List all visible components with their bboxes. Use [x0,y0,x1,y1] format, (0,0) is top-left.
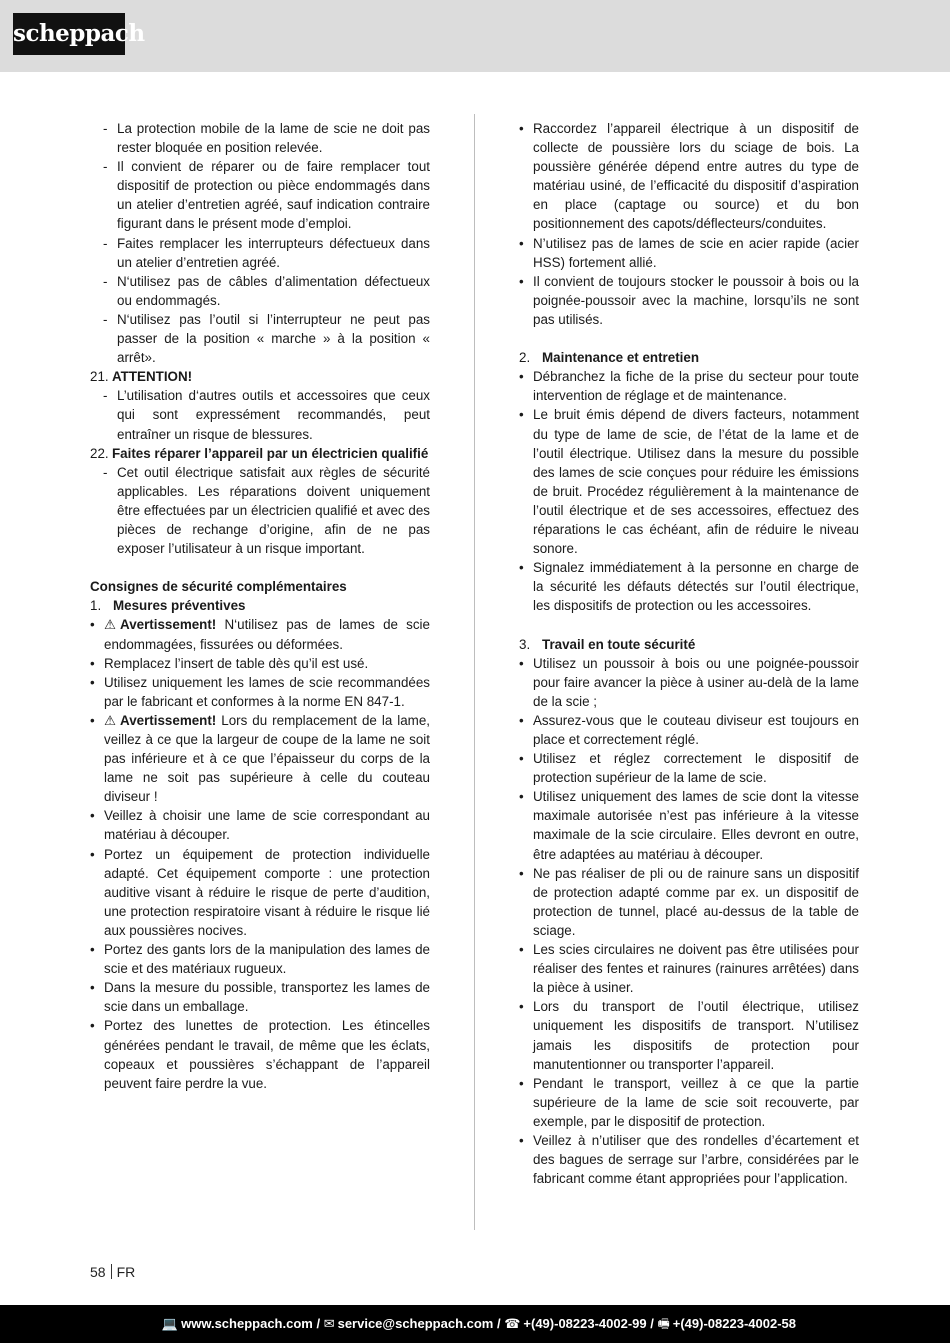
website-link[interactable]: www.scheppach.com / [181,1316,321,1331]
list-item: • Pendant le transport, veillez à ce que la partie supérieure de la lame de scie soit recouverte, par exemple, par le dispositif de protection. [519,1075,859,1129]
scheppach-logo: scheppach [13,13,125,55]
list-item: • ⚠ Avertissement! Lors du remplacement de la lame, veillez à ce que la largeur de coupe de la lame ne soit pas inférieure et à ce que l’épaisseur du corps de la lame ne soit pas supérieure à celle du couteau diviseur ! [90,712,430,805]
list-item: • Lors du transport de l’outil électrique, utilisez uniquement les dispositifs de transport. N’utilisez jamais les dispositifs de protection pour manutentionner ou transporter l’appareil. [519,999,859,1072]
computer-icon: 💻 [161,1316,179,1331]
right-column [519,119,859,1188]
warning-icon: ⚠ [104,712,117,728]
list-item: • Veillez à choisir une lame de scie correspondant au matériau à découper. [90,808,430,843]
subsection-heading-3: 3. Travail en toute sécurité [519,636,696,652]
column-divider [474,114,475,1230]
list-item: • ⚠ Avertissement! N‘utilisez pas de lames de scie endommagées, fissurées ou déformées. [90,617,430,652]
fax-number: +(49)-08223-4002-58 [672,1316,796,1331]
numbered-heading-21: 21. ATTENTION! [90,369,193,385]
list-item: • Veillez à n’utiliser que des rondelles d’écartement et des bagues de serrage sur l’arbre, considérées par le fabricant comme étant appropriées pour l’application. [519,1132,859,1187]
subsection-heading-1: 1. Mesures préventives [90,598,246,614]
list-item: - N‘utilisez pas l’outil si l’interrupteur ne peut pas passer de la position « marche » à la position « arrêt». [103,311,430,366]
phone-number: +(49)-08223-4002-99 / [523,1316,654,1331]
list-item: • Portez des gants lors de la manipulation des lames de scie et des matériaux rugueux. [90,942,430,977]
list-item: • Assurez-vous que le couteau diviseur est toujours en place et correctement réglé. [519,712,859,747]
page-footer [90,1264,135,1280]
list-item: - N‘utilisez pas de câbles d’alimentation défectueux ou endommagés. [103,273,430,308]
subsection-heading-2: 2. Maintenance et entretien [519,350,700,366]
warning-icon: ⚠ [104,617,117,633]
list-item: • Les scies circulaires ne doivent pas être utilisées pour réaliser des fentes et rainures (rainures arrêtées) dans la pièce à usiner. [519,942,859,996]
language-code: FR [116,1264,136,1280]
list-item: • Remplacez l’insert de table dès qu’il est usé. [90,655,369,671]
list-item: • N’utilisez pas de lames de scie en acier rapide (acier HSS) fortement allié. [519,235,859,270]
list-item: • Le bruit émis dépend de divers facteurs, notamment du type de lame de scie, de l’état de la lame et de l’outil électrique. Utilisez dans la mesure du possible des lames de scie conçues pour réduire les émissions de bruit. Procédez régulièrement à la maintenance de l’outil électrique et de ses accessoires, effectuez des réparations le cas échéant, afin de réduire le niveau sonore. [519,407,859,557]
list-item: • Utilisez un poussoir à bois ou une poignée-poussoir pour faire avancer la pièce à usiner au-delà de la lame de la scie ; [519,655,859,709]
left-column [90,119,430,1093]
email-link[interactable]: service@scheppach.com / [337,1316,501,1331]
mail-icon: ✉ [323,1316,335,1331]
list-item: - Il convient de réparer ou de faire remplacer tout dispositif de protection ou pièce endommagés dans un atelier d’entretien agréé, sauf indication contraire figurant dans le présent mode d’emploi. [103,159,430,232]
section-title: Consignes de sécurité complémentaires [90,579,347,595]
contact-bar [0,1305,950,1343]
list-item: • Il convient de toujours stocker le poussoir à bois ou la poignée-poussoir avec la machine, lorsqu’ils ne sont pas utilisés. [519,273,859,327]
list-item: • Portez un équipement de protection individuelle adapté. Cet équipement comporte : une protection auditive visant à réduire le risque de perte d’audition, une protection respiratoire visant à réduire le risque lié aux poussières nocives. [90,846,430,938]
list-item: • Raccordez l’appareil électrique à un dispositif de collecte de poussière lors du sciage de bois. La poussière générée dépend entre autres du type de matériau usiné, de l’efficacité du dispositif d’aspiration en place (captage ou source) et du bon positionnement des capots/déflecteurs/conduites. [519,121,859,232]
list-item: • Portez des lunettes de protection. Les étincelles générées pendant le travail, de même que les éclats, copeaux et poussières s’échappant de l’appareil peuvent faire perdre la vue. [90,1018,430,1091]
numbered-heading-22: 22. Faites réparer l’appareil par un électricien qualifié [90,445,429,461]
fax-icon: 🖷 [657,1316,670,1331]
phone-icon: ☎ [504,1316,521,1331]
list-item: • Utilisez uniquement des lames de scie dont la vitesse maximale autorisée n’est pas inférieure à la vitesse maximale de la scie circulaire. Elles devront en outre, être adaptées au matériau à découper. [519,789,859,862]
list-item: • Utilisez et réglez correctement le dispositif de protection supérieur de la lame de scie. [519,751,859,786]
list-item: - Faites remplacer les interrupteurs défectueux dans un atelier d’entretien agréé. [103,235,430,270]
list-item: • Ne pas réaliser de pli ou de rainure sans un dispositif de protection adapté comme par ex. un dispositif de protection de tunnel, placé au-dessus de la table de sciage. [519,865,859,938]
page-number: 58 [90,1264,106,1280]
list-item: - Cet outil électrique satisfait aux règles de sécurité applicables. Les réparations doivent uniquement être effectuées par un électricien qualifié et avec des pièces de rechange d’origine, afin de ne pas exposer l’utilisateur à un risque important. [103,464,430,557]
list-item: • Dans la mesure du possible, transportez les lames de scie dans un emballage. [90,980,430,1015]
list-item: • Débranchez la fiche de la prise du secteur pour toute intervention de réglage et de maintenance. [519,369,859,404]
list-item: - La protection mobile de la lame de scie ne doit pas rester bloquée en position relevée. [103,121,430,156]
list-item: • Utilisez uniquement les lames de scie recommandées par le fabricant et conformes à la norme EN 847-1. [90,674,430,709]
list-item: • Signalez immédiatement à la personne en charge de la sécurité les défauts détectés sur l’outil électrique, les dispositifs de protection ou les accessoires. [519,560,859,614]
list-item: - L’utilisation d‘autres outils et accessoires que ceux qui sont expressément recommandés, peut entraîner un risque de blessures. [103,388,430,442]
